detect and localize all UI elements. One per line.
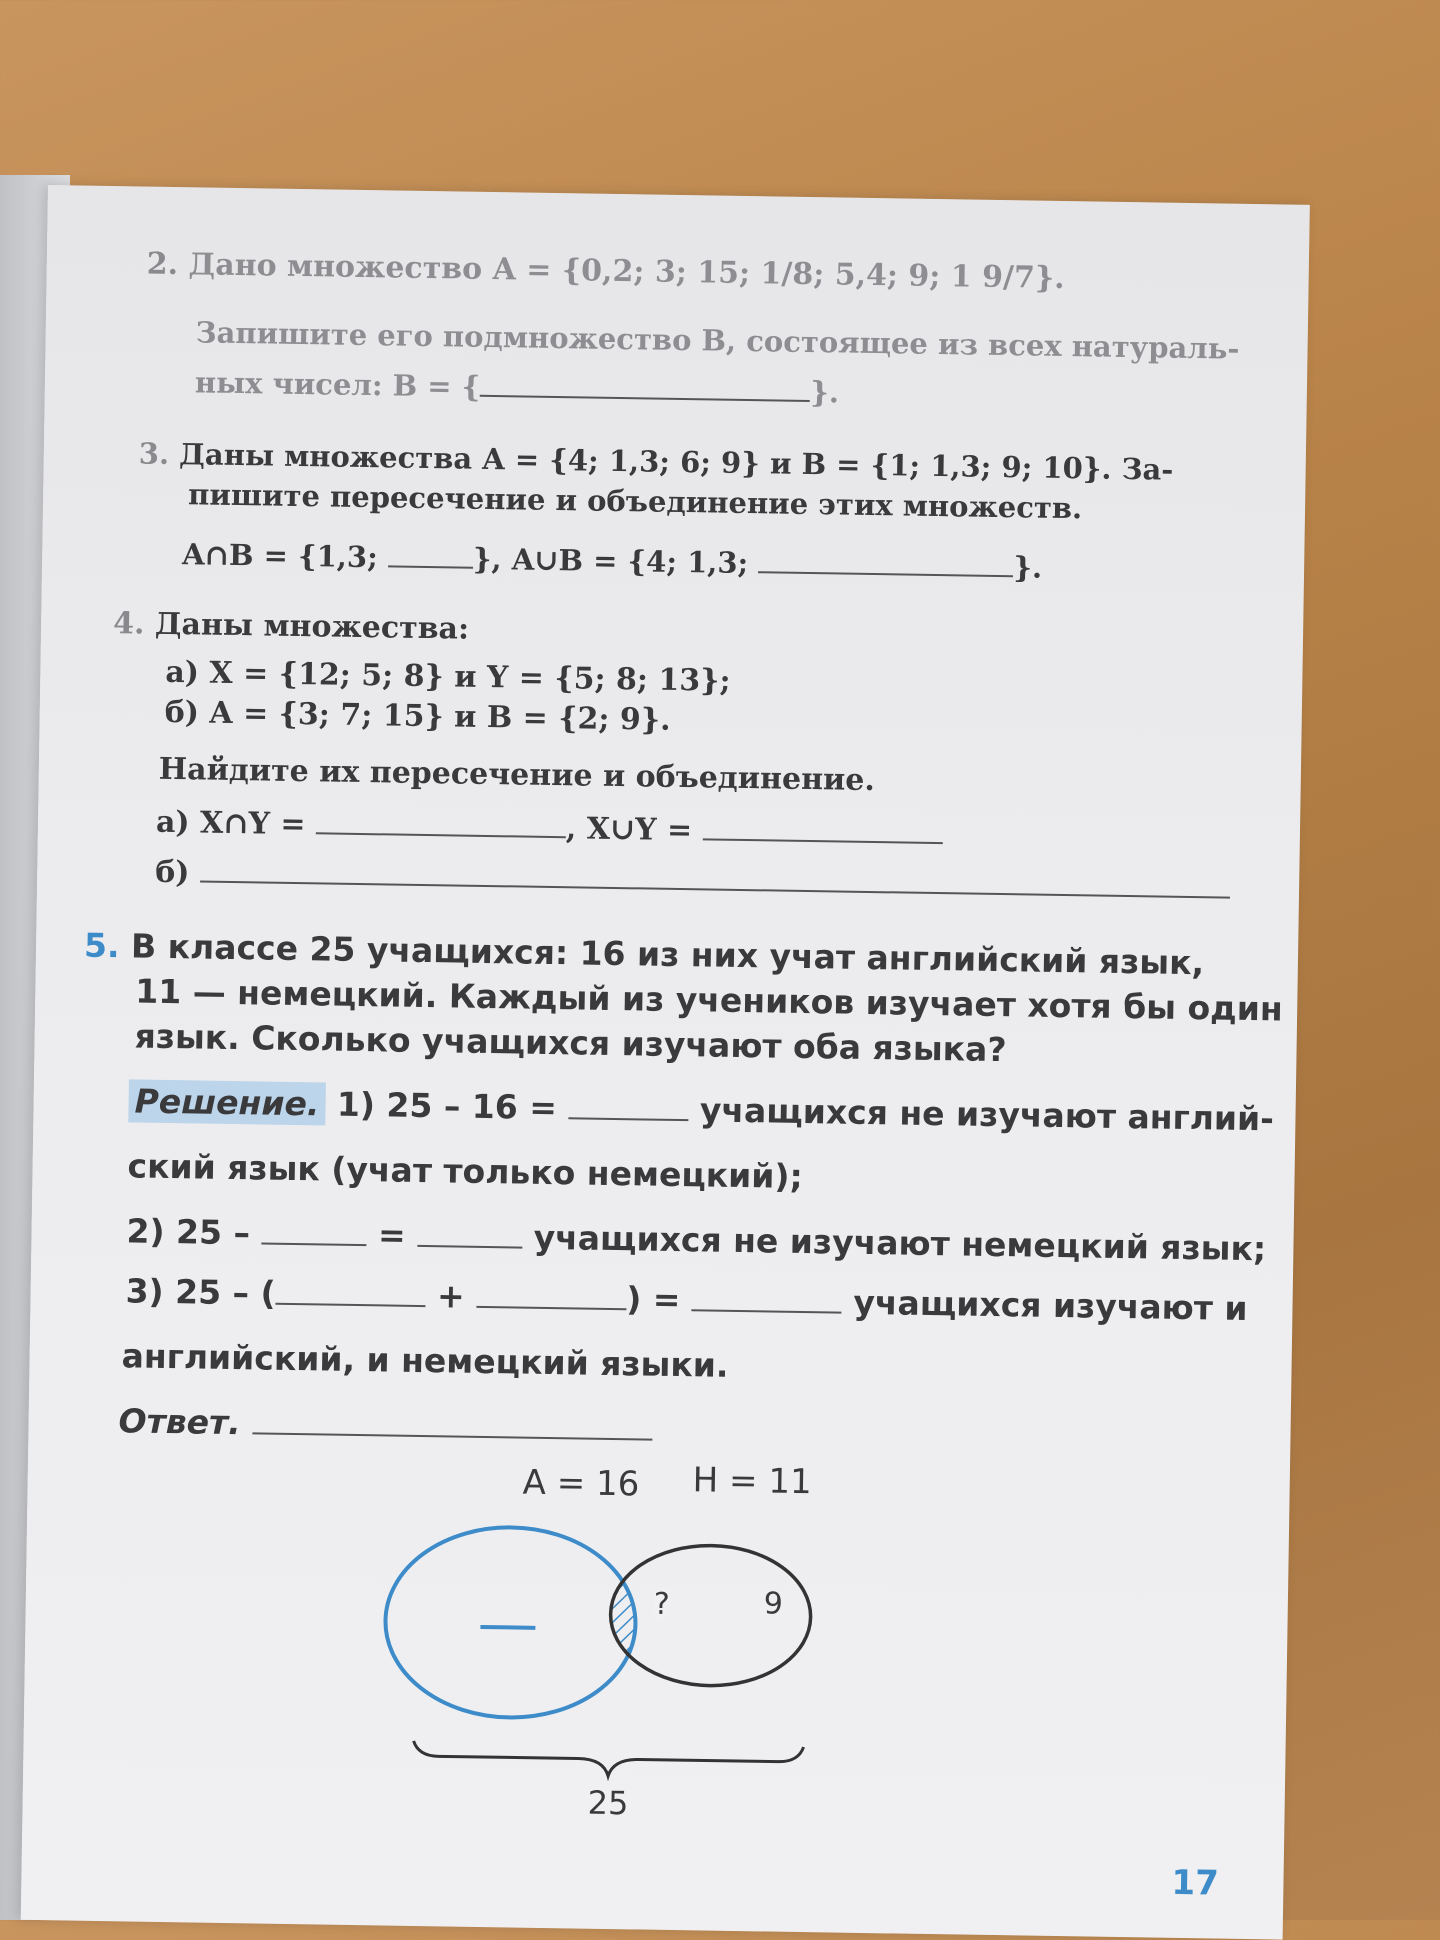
- task3-number: 3.: [138, 436, 170, 471]
- step2-equals: =: [377, 1215, 406, 1255]
- step3-plus: +: [436, 1276, 466, 1316]
- task3-text1: Даны множества A = {4; 1,3; 6; 9} и B = {1; 1,3; 9; 10}. За-: [178, 437, 1174, 487]
- step2-expression: 2) 25 –: [126, 1211, 251, 1253]
- page-number: 17: [1171, 1862, 1220, 1904]
- venn-label-h: H = 11: [692, 1460, 812, 1503]
- task5-line3: язык. Сколько учащихся изучают оба языка?: [134, 1016, 1007, 1070]
- task3-union-blank[interactable]: [758, 571, 1013, 577]
- task5-line2: 11 — немецкий. Каждый из учеников изучает хотя бы один: [135, 971, 1284, 1029]
- venn-total: 25: [587, 1783, 629, 1823]
- venn-total-brace: [413, 1741, 803, 1779]
- step1-expression: 1) 25 – 16 =: [336, 1084, 558, 1128]
- task2-line3: [195, 365, 840, 409]
- venn-left-blank[interactable]: [480, 1627, 535, 1628]
- task4-heading-text: Даны множества:: [154, 606, 470, 647]
- step1-blank[interactable]: [568, 1117, 688, 1121]
- task4-item-b: б) A = {3; 7; 15} и B = {2; 9}.: [164, 694, 671, 738]
- task5-step2: [126, 1211, 1266, 1268]
- venn-label-a: A = 16: [522, 1462, 640, 1505]
- step3-close: ) =: [625, 1279, 681, 1320]
- step3-text: учащихся изучают и: [853, 1282, 1248, 1328]
- step1-text: учащихся не изучают англий-: [699, 1090, 1275, 1139]
- task4-instruction: Найдите их пересечение и объединение.: [158, 751, 876, 799]
- task2-number: 2.: [146, 246, 179, 283]
- venn-diagram: [377, 1510, 842, 1827]
- step3-expression: 3) 25 – (: [125, 1271, 276, 1313]
- task4-item-a: а) X = {12; 5; 8} и Y = {5; 8; 13};: [165, 654, 731, 699]
- task2-line3-suffix: }.: [810, 375, 840, 410]
- task2-line3-prefix: ных чисел: B = {: [194, 365, 481, 404]
- step3-continuation: английский, и немецкий языки.: [121, 1336, 729, 1385]
- task5-step1: [128, 1081, 1274, 1138]
- answer-blank[interactable]: [252, 1432, 652, 1440]
- task3-union-label: }, A∪B = {4; 1,3;: [472, 541, 749, 581]
- venn-center-question: ?: [653, 1586, 670, 1622]
- task4-xy-union-blank[interactable]: [703, 838, 943, 844]
- task4-xy-union-label: , X∪Y =: [565, 811, 693, 849]
- solution-label: Решение.: [128, 1079, 325, 1125]
- task4-answer-b-blank[interactable]: [200, 880, 1230, 898]
- task4-xy-intersection-blank[interactable]: [316, 832, 566, 838]
- task2-text1: Дано множество A = {0,2; 3; 15; 1/8; 5,4; 9; 1 9/7}.: [188, 247, 1065, 296]
- step3-blank3[interactable]: [692, 1309, 842, 1313]
- task5-step3: [125, 1271, 1248, 1328]
- venn-circle-english: [384, 1525, 637, 1719]
- task4-heading: [113, 606, 470, 647]
- task2-line2: Запишите его подмножество B, состоящее из всех натураль-: [195, 315, 1240, 366]
- task3-line3: [182, 537, 1042, 585]
- task5-text1: В классе 25 учащихся: 16 из них учат английский язык,: [130, 926, 1205, 983]
- task3-intersection-label: A∩B = {1,3;: [181, 537, 379, 575]
- step2-blank1[interactable]: [261, 1242, 366, 1246]
- task3-intersection-blank[interactable]: [388, 565, 473, 568]
- task3-line2: пишите пересечение и объединение этих множеств.: [187, 477, 1083, 526]
- step2-blank2[interactable]: [417, 1245, 522, 1249]
- task5-number: 5.: [83, 925, 120, 966]
- task4-answer-a: [156, 805, 943, 852]
- answer-row: [118, 1401, 652, 1448]
- step1-continuation: ский язык (учат только немецкий);: [127, 1146, 804, 1196]
- task4-answer-b: [155, 855, 1230, 907]
- workbook-page: [21, 185, 1310, 1940]
- task3-line3-end: }.: [1013, 550, 1043, 585]
- step3-blank2[interactable]: [476, 1306, 626, 1310]
- task4-number: 4.: [112, 606, 145, 642]
- task4-answer-b-label: б): [154, 854, 190, 891]
- venn-right-value: 9: [763, 1586, 784, 1622]
- task2-answer-blank[interactable]: [480, 395, 810, 402]
- task2-line1: [146, 247, 1064, 296]
- answer-label: Ответ.: [118, 1401, 241, 1443]
- step2-text: учащихся не изучают немецкий язык;: [533, 1217, 1267, 1269]
- step3-blank1[interactable]: [275, 1303, 425, 1307]
- task4-xy-intersection-label: а) X∩Y =: [155, 804, 306, 843]
